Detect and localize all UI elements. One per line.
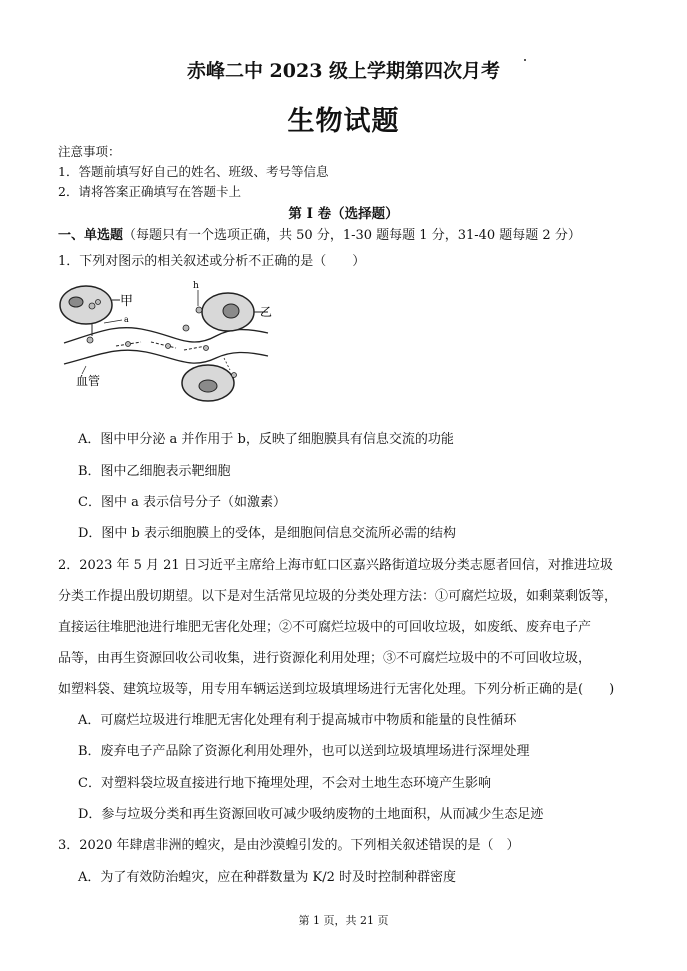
part-label: 一、单选题 [58, 228, 124, 243]
cell-jia-nucleus [69, 297, 83, 307]
part-heading [58, 224, 581, 243]
label-yi: 乙 [260, 305, 273, 319]
cell-yi-nucleus [223, 304, 239, 318]
part-description: （每题只有一个选项正确，共 50 分，1-30 题每题 1 分，31-40 题每题 2 分） [123, 228, 581, 243]
notes-heading: 注意事项： [58, 144, 121, 159]
q2-line-5: 如塑料袋、建筑垃圾等，用专用车辆运送到垃圾填埋场进行无害化处理。下列分析正确的是( ) [58, 682, 615, 697]
label-line-a [104, 320, 122, 323]
q1-option-d: D．图中 b 表示细胞膜上的受体，是细胞间信息交流所必需的结构 [78, 526, 457, 541]
q2-line-4: 品等，由再生资源回收公司收集，进行资源化利用处理；③不可腐烂垃圾中的不可回收垃圾， [58, 651, 592, 666]
target-cell-lower-nucleus [199, 380, 217, 392]
signal-molecule [126, 342, 131, 347]
signal-molecule [204, 346, 209, 351]
label-vessel: 血管 [76, 374, 101, 388]
q1-option-c: C．图中 a 表示信号分子（如激素） [78, 495, 286, 510]
vesicle [89, 303, 95, 309]
vessel-wall-lower [64, 350, 268, 364]
section-title: 第 I 卷（选择题） [288, 206, 399, 222]
subject-title: 生物试题 [287, 106, 400, 137]
label-h: h [193, 281, 199, 291]
q2-line-3: 直接运往堆肥池进行堆肥无害化处理；②不可腐烂垃圾中的可回收垃圾，如废纸、废弃电子产 [58, 620, 592, 635]
q2-line-1: 2．2023 年 5 月 21 日习近平主席给上海市虹口区嘉兴路街道垃圾分类志愿者回信，对推进垃圾 [58, 558, 613, 573]
signal-molecule [87, 337, 93, 343]
q3-stem: 3．2020 年肆虐非洲的蝗灾，是由沙漠蝗引发的。下列相关叙述错误的是（ ） [58, 838, 520, 853]
q3-option-a: A．为了有效防治蝗灾，应在种群数量为 K/2 时及时控制种群密度 [78, 870, 457, 885]
flow-arrow-4 [224, 358, 230, 370]
cell-jia [60, 286, 112, 324]
cell-signaling-figure [56, 278, 276, 403]
page-footer: 第 1 页，共 21 页 [298, 914, 389, 927]
q2-line-2: 分类工作提出殷切期望。以下是对生活常见垃圾的分类处理方法：①可腐烂垃圾，如剩菜剩饭等， [58, 589, 618, 604]
signal-molecule [183, 325, 189, 331]
q1-option-a: A．图中甲分泌 a 并作用于 b，反映了细胞膜具有信息交流的功能 [78, 432, 454, 447]
note-item-2: 2．请将答案正确填写在答题卡上 [58, 184, 241, 199]
vesicle [96, 300, 101, 305]
label-a: a [124, 315, 129, 324]
exam-title: 赤峰二中 2023 级上学期第四次月考 [186, 60, 501, 82]
flow-arrow-3 [184, 346, 206, 350]
label-jia: 甲 [120, 294, 134, 309]
flow-arrow-2 [151, 342, 176, 348]
q2-option-a: A．可腐烂垃圾进行堆肥无害化处理有利于提高城市中物质和能量的良性循环 [78, 713, 517, 728]
signal-molecule [166, 344, 171, 349]
q2-option-c: C．对塑料袋垃圾直接进行地下掩埋处理，不会对土地生态环境产生影响 [78, 776, 491, 791]
q1-option-b: B．图中乙细胞表示靶细胞 [78, 464, 231, 479]
q1-stem: 1．下列对图示的相关叙述或分析不正确的是（ ） [58, 254, 366, 269]
note-item-1: 1．答题前填写好自己的姓名、班级、考号等信息 [58, 164, 329, 179]
label-line-vessel [82, 366, 86, 374]
q2-option-b: B．废弃电子产品除了资源化利用处理外，也可以送到垃圾填埋场进行深埋处理 [78, 744, 530, 759]
signal-molecule [232, 373, 237, 378]
receptor [196, 307, 202, 313]
q2-option-d: D．参与垃圾分类和再生资源回收可减少吸纳废物的土地面积，从而减少生态足迹 [78, 807, 544, 822]
